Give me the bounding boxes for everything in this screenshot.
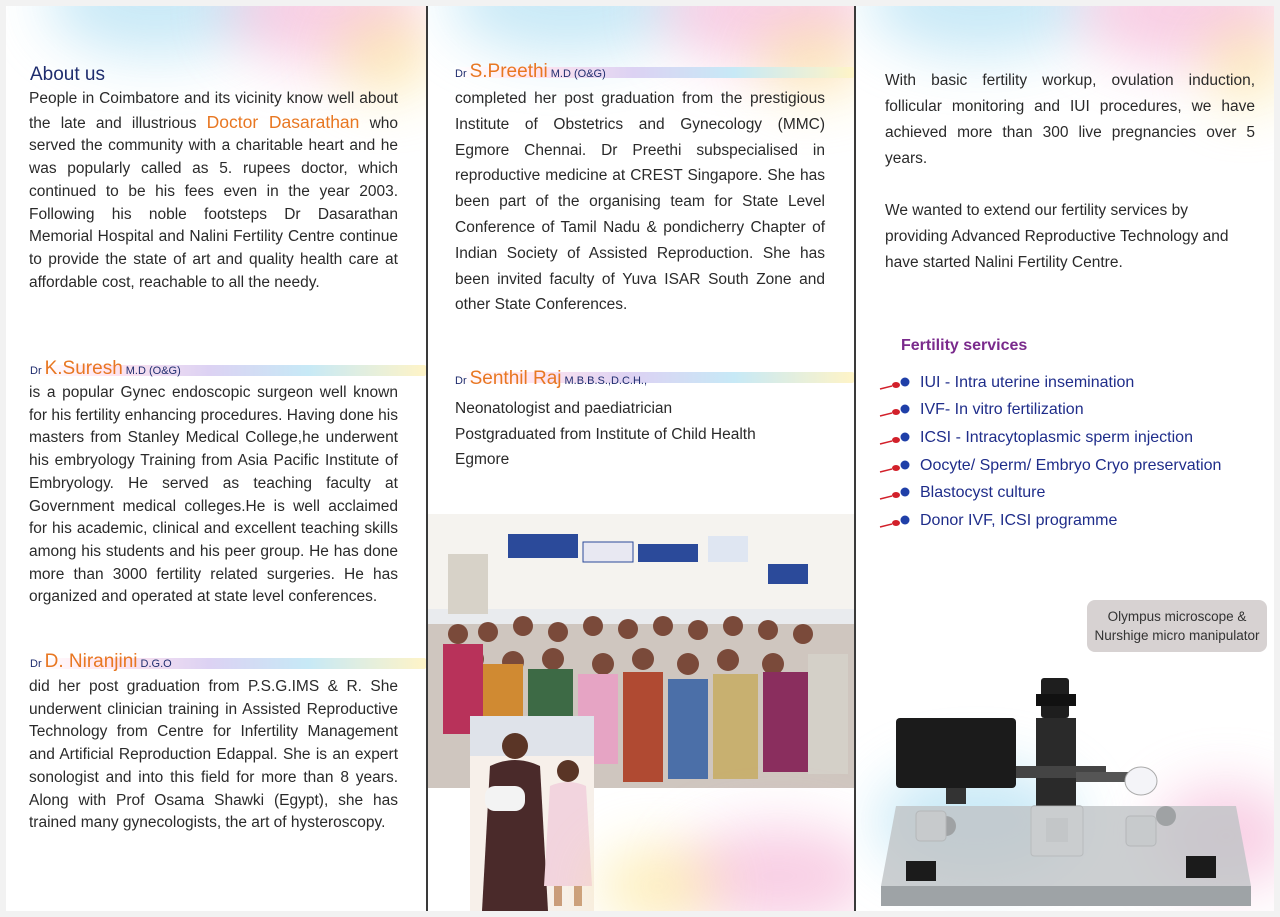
doctor-degree: M.B.B.S.,D.C.H., — [564, 375, 648, 387]
service-label: IUI - Intra uterine insemination — [920, 373, 1135, 391]
sperm-bullet-icon — [878, 428, 920, 448]
sperm-bullet-icon — [878, 400, 920, 420]
dr-prefix: Dr — [30, 658, 42, 670]
about-text-intro: People in Coimbatore and its vicinity know well about the late and illustrious — [29, 90, 398, 132]
sperm-bullet-icon — [878, 456, 920, 476]
doctor-name: D. Niranjini — [44, 651, 138, 672]
doctor-suresh-heading — [30, 358, 181, 380]
service-item — [878, 397, 1221, 425]
doctor-niranjini-bio: did her post graduation from P.S.G.IMS & R. She underwent clinician training in Assisted Reproductive Technology from Centre for Infertility Management and Artificial Reproduction Edappal. She is an expert sonologist and into this field for more than 8 years. Along with Prof Osama Shawki (Egypt), she has trained many gynecologists, the art of hysteroscopy. — [29, 678, 398, 832]
service-item — [878, 452, 1221, 480]
caption-line: Olympus microscope & — [1107, 609, 1247, 624]
service-label: ICSI - Intracytoplasmic sperm injection — [920, 428, 1193, 446]
sperm-bullet-icon — [878, 483, 920, 503]
doctor-name: Senthil Raj — [469, 368, 562, 389]
service-label: IVF- In vitro fertilization — [920, 401, 1084, 419]
service-item — [878, 507, 1221, 535]
about-doctor-name: Doctor Dasarathan — [206, 111, 360, 132]
doctor-senthil-heading — [455, 368, 647, 390]
service-label: Donor IVF, ICSI programme — [920, 511, 1118, 529]
intro-paragraph-2: We wanted to extend our fertility services by providing Advanced Reproductive Technology and have started Nalini Fertility Centre. — [885, 202, 1229, 271]
doctor-degree: M.D (O&G) — [550, 68, 606, 80]
doctor-niranjini-heading — [30, 651, 172, 673]
microscope-image — [856, 666, 1274, 911]
doctor-name: S.Preethi — [469, 61, 548, 82]
bio-line: Neonatologist and paediatrician — [455, 400, 673, 417]
dr-prefix: Dr — [30, 365, 42, 377]
mother-children-photo — [470, 716, 594, 911]
doctor-degree: D.G.O — [140, 658, 172, 670]
about-text-body: who served the community with a charitable heart and he was popularly called as 5. rupees doctor, which continued to be his fees even in the year 2003. Following his noble footsteps Dr Dasarathan Memorial Hospital and Nalini Fertility Centre continue to provide the state of art and quality health care at affordable cost, reachable to all the needy. — [29, 114, 398, 291]
about-paragraph — [29, 88, 398, 294]
service-item — [878, 424, 1221, 452]
panel-about — [6, 6, 426, 911]
service-item — [878, 369, 1221, 397]
mother-children-image — [470, 716, 594, 911]
sperm-bullet-icon — [878, 511, 920, 531]
services-title: Fertility services — [901, 337, 1028, 354]
doctor-name: K.Suresh — [44, 358, 123, 379]
about-heading: About us — [30, 64, 105, 85]
intro-paragraph-1: With basic fertility workup, ovulation induction, follicular monitoring and IUI procedures, we have achieved more than 300 live pregnancies over 5 years. — [885, 72, 1255, 167]
sperm-bullet-icon — [878, 373, 920, 393]
bio-line: Egmore — [455, 451, 510, 468]
services-list — [878, 369, 1221, 535]
panel-services — [856, 6, 1274, 911]
microscope-caption — [1087, 600, 1267, 652]
doctor-preethi-heading — [455, 61, 606, 83]
bio-line: Postgraduated from Institute of Child Health — [455, 425, 756, 443]
doctor-senthil-bio — [455, 396, 835, 473]
service-label: Blastocyst culture — [920, 484, 1046, 502]
doctor-suresh-bio: is a popular Gynec endoscopic surgeon well known for his fertility enhancing procedures. Having done his masters from Stanley Medical College,he underwent his embryology Training from Asia Pacific Institute of Embryology. He served as teaching faculty at Government medical colleges.He is well acclaimed for his academic, clinical and excellent teaching skills among his students and his peer group. He has done more than 3000 fertility related surgeries. He has organized and operated at state level conferences. — [29, 384, 398, 606]
dr-prefix: Dr — [455, 68, 467, 80]
microscope-photo — [856, 666, 1274, 911]
dr-prefix: Dr — [455, 375, 467, 387]
doctor-degree: M.D (O&G) — [125, 365, 181, 377]
caption-line: Nurshige micro manipulator — [1094, 628, 1260, 643]
doctor-preethi-bio: completed her post graduation from the prestigious Institute of Obstetrics and Gynecology (MMC) Egmore Chennai. Dr Preethi subspecialised in reproductive medicine at CREST Singapore. She has been part of the organising team for State Level Conference of Tamil Nadu & pondicherry Chapter of Indian Society of Assisted Reproduction. She has been invited faculty of Yuva ISAR South Zone and other State Conferences. — [455, 90, 825, 314]
panel-doctors — [428, 6, 854, 911]
service-item — [878, 479, 1221, 507]
service-label: Oocyte/ Sperm/ Embryo Cryo preservation — [920, 456, 1222, 474]
